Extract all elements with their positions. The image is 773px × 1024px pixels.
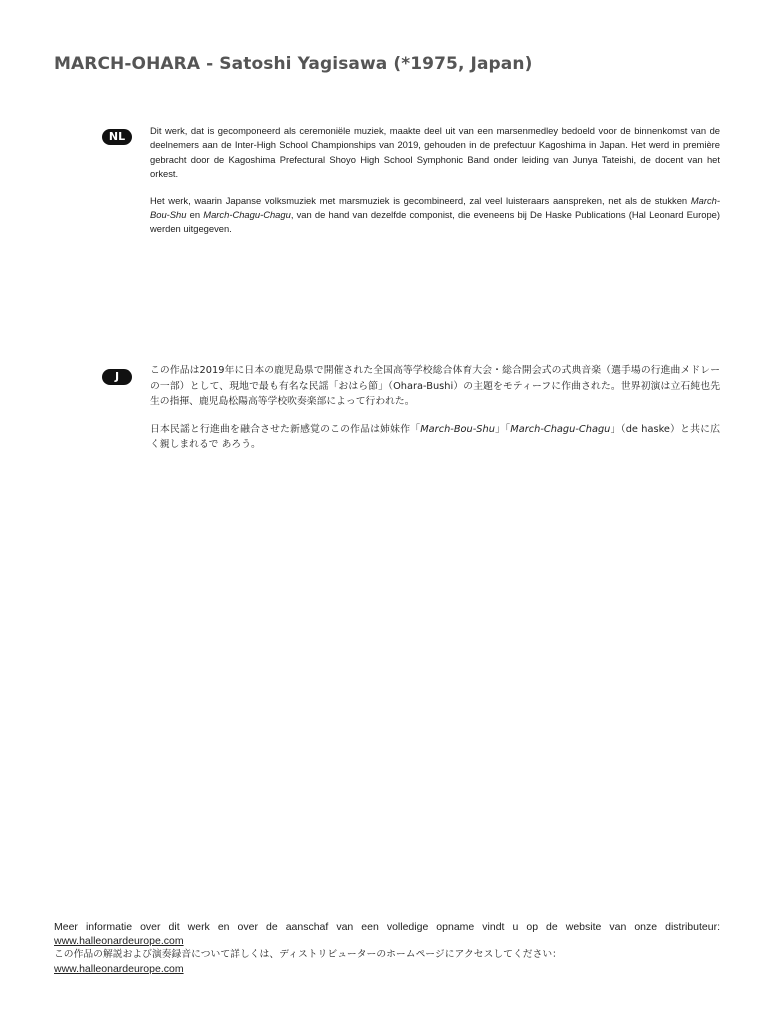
footer-info-dutch: Meer informatie over dit werk en over de aanschaf van een volledige opname vindt u op de website van onze distributeur:	[54, 921, 720, 933]
dutch-paragraph-1: Dit werk, dat is gecomponeerd als ceremoniële muziek, maakte deel uit van een marsenmedley bedoeld voor de binnenkomst van de deelnemers aan de Inter-High School Championships van 2019, gehouden in de prefectuur Kagoshima in Japan. Het werd in première gebracht door de Kagoshima Prefectural Shoyo High School Symphonic Band onder leiding van Junya Tateishi, de docent van het orkest.	[150, 125, 720, 180]
work-title: March-Chagu-Chagu	[203, 209, 291, 221]
japanese-description	[150, 363, 720, 465]
work-title: March-Bou-Shu	[420, 423, 495, 435]
page-title: MARCH-OHARA - Satoshi Yagisawa (*1975, Japan)	[54, 54, 533, 74]
work-title: March-Chagu-Chagu	[510, 423, 611, 435]
work-title: March-Bou-Shu	[150, 194, 720, 221]
footer-info-japanese: この作品の解説および演奏録音について詳しくは、ディストリビューターのホームページにアクセスしてください：	[54, 949, 562, 960]
text-segment: Het werk, waarin Japanse volksmuziek met marsmuziek is gecombineerd, zal veel luisteraars aanspreken, net als de stukken	[150, 194, 691, 206]
distributor-link-1[interactable]: www.halleonardeurope.com	[54, 935, 184, 947]
japanese-paragraph-1: この作品は2019年に日本の鹿児島県で開催された全国高等学校総合体育大会・総合開会式の式典音楽（選手場の行進曲メドレーの一部）として、現地で最も有名な民謡「おはら節」（Ohara-Bushi）の主題をモティーフに作曲された。世界初演は立石純也先生の指揮、鹿児島松陽高等学校吹奏楽部によって行われた。	[150, 365, 720, 407]
dutch-description	[150, 124, 720, 249]
dutch-paragraph-2	[150, 194, 720, 237]
footer	[54, 920, 720, 976]
distributor-link-2[interactable]: www.halleonardeurope.com	[54, 963, 184, 975]
text-segment: 」（de haske）と共に広く親しまれるで あろう。	[150, 423, 720, 450]
language-badge-jp: J	[102, 369, 132, 385]
language-badge-nl: NL	[102, 129, 132, 145]
text-segment: 」「	[494, 423, 511, 435]
japanese-paragraph-2	[150, 422, 720, 453]
text-segment: 日本民謡と行進曲を融合させた新感覚のこの作品は姉妹作「	[150, 423, 421, 435]
text-segment: en	[186, 209, 204, 221]
text-segment: , van de hand van dezelfde componist, die eveneens bij De Haske Publications (Hal Leonard Europe) werden uitgegeven.	[150, 209, 721, 235]
